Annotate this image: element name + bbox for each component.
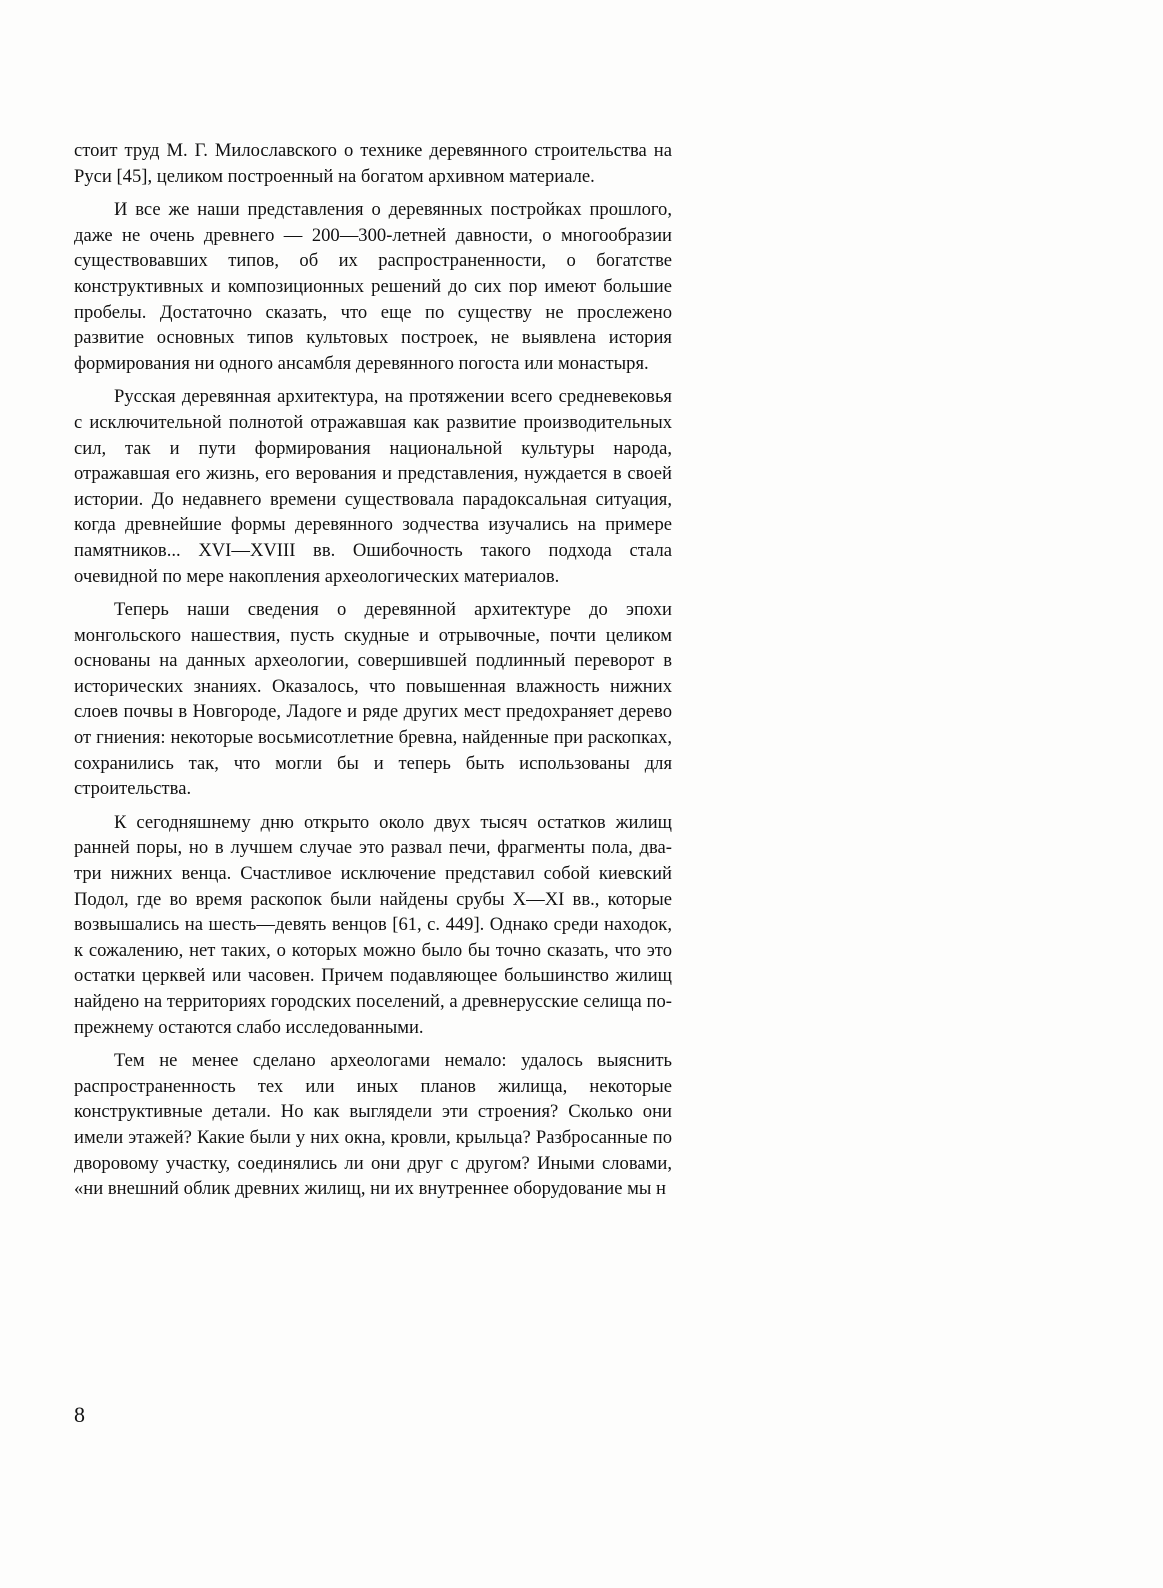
paragraph: Русская деревянная архитектура, на протяжении всего средневековья с исключительной полнотой отражавшая как развитие производительных сил, так и пути формирования национальной культуры народа, отражавшая его жизнь, его верования и представления, нуждается в своей истории. До недавнего времени существовала парадоксальная ситуация, когда древнейшие формы деревянного зодчества изучались на примере памятников... XVI—XVIII вв. Ошибочность такого подхода стала очевидной по мере накопления археологических материалов. xyxy=(74,386,672,587)
paragraph: Теперь наши сведения о деревянной архитектуре до эпохи монгольского нашествия, пусть скудные и отрывочные, почти целиком основаны на данных археологии, совершившей подлинный переворот в исторических знаниях. Оказалось, что повышенная влажность нижних слоев почвы в Новгороде, Ладоге и ряде других мест предохраняет дерево от гниения: некоторые восьмисотлетние бревна, найденные при раскопках, сохранились так, что могли бы и теперь быть использованы для строительства. xyxy=(74,599,672,800)
paragraph: И все же наши представления о деревянных постройках прошлого, даже не очень древнего — 200—300-летней давности, о многообразии существовавших типов, об их распространенности, о богатстве конструктивных и композиционных решений до сих пор имеют большие пробелы. Достаточно сказать, что еще по существу не прослежено развитие основных типов культовых построек, не выявлена история формирования ни одного ансамбля деревянного погоста или монастыря. xyxy=(74,199,672,374)
body-text xyxy=(74,138,672,1210)
paragraph: К сегодняшнему дню открыто около двух тысяч остатков жилищ ранней поры, но в лучшем случае это развал печи, фрагменты пола, два-три нижних венца. Счастливое исключение представил собой киевский Подол, где во время раскопок были найдены срубы X—XI вв., которые возвышались на шесть—девять венцов [61, с. 449]. Однако среди находок, к сожалению, нет таких, о которых можно было бы точно сказать, что это остатки церквей или часовен. Причем подавляющее большинство жилищ найдено на территориях городских поселений, а древнерусские селища по-прежнему остаются слабо исследованными. xyxy=(74,811,672,1038)
paragraph-continuation: стоит труд М. Г. Милославского о технике деревянного строительства на Руси [45], целиком построенный на богатом архивном материале. xyxy=(74,140,672,187)
page-number: 8 xyxy=(74,1402,85,1427)
paragraph: Тем не менее сделано археологами немало: удалось выяснить распространенность тех или иных планов жилища, некоторые конструктивные детали. Но как выглядели эти строения? Сколько они имели этажей? Какие были у них окна, кровли, крыльца? Разбросанные по дворовому участку, соединялись ли они друг с другом? Иными словами, «ни внешний облик древних жилищ, ни их внутреннее оборудование мы н xyxy=(74,1050,672,1200)
